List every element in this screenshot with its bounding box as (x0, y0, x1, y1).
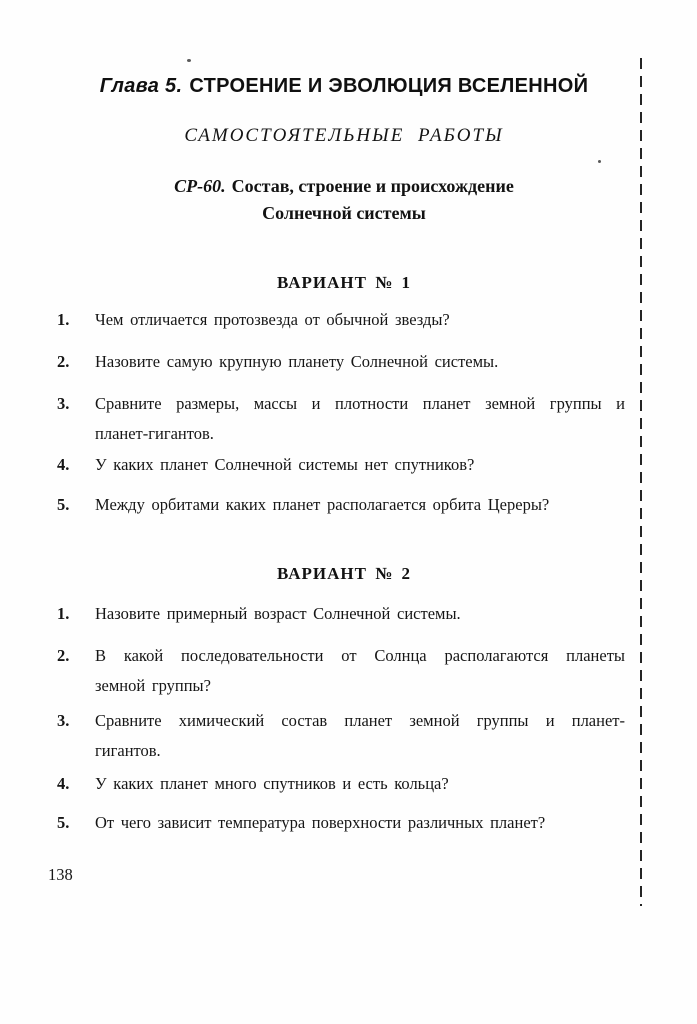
chapter-title: СТРОЕНИЕ И ЭВОЛЮЦИЯ ВСЕЛЕННОЙ (189, 75, 589, 97)
variant1-question-4 (55, 450, 625, 480)
variant-1-title: ВАРИАНТ № 1 (276, 273, 412, 292)
question-text: У каких планет Солнечной системы нет спутников? (95, 455, 475, 474)
question-text-line2: планет-гигантов. (95, 424, 214, 443)
question-number: 1. (57, 310, 70, 329)
variant1-question-3 (55, 389, 625, 449)
question-text: Назовите примерный возраст Солнечной системы. (95, 604, 461, 623)
variant2-question-2 (55, 641, 625, 701)
work-title-part1: Состав, строение и происхождение (231, 176, 514, 196)
chapter-number: Глава 5. (99, 75, 183, 97)
work-title-part2: Солнечной системы (262, 203, 426, 223)
question-text-line1: В какой последовательности от Солнца располагаются планеты (95, 646, 625, 665)
question-number: 3. (57, 711, 70, 730)
variant2-question-4 (55, 769, 625, 799)
variant2-question-3 (55, 706, 625, 766)
question-text-line2: гигантов. (95, 741, 161, 760)
work-heading (48, 173, 640, 227)
variant2-question-5 (55, 808, 625, 838)
question-number: 3. (57, 394, 70, 413)
question-number: 5. (57, 813, 70, 832)
question-number: 4. (57, 774, 70, 793)
question-number: 2. (57, 352, 70, 371)
question-text: От чего зависит температура поверхности различных планет? (95, 813, 546, 832)
question-text: Между орбитами каких планет располагается орбита Цереры? (95, 495, 550, 514)
question-text-line1: Сравните химический состав планет земной группы и планет- (95, 711, 625, 730)
question-text-line2: земной группы? (95, 676, 211, 695)
question-number: 5. (57, 495, 70, 514)
page-number: 138 (48, 865, 73, 884)
variant1-question-2 (55, 347, 625, 377)
question-number: 1. (57, 604, 70, 623)
chapter-heading (48, 74, 640, 98)
work-code: СР-60. (174, 176, 226, 196)
scan-speck (187, 59, 191, 62)
question-text: У каких планет много спутников и есть кольца? (95, 774, 449, 793)
page-fold-dashed-line (640, 58, 642, 906)
question-text: Назовите самую крупную планету Солнечной системы. (95, 352, 499, 371)
question-number: 2. (57, 646, 70, 665)
variant2-question-1 (55, 599, 625, 629)
variant-2-title: ВАРИАНТ № 2 (276, 564, 412, 583)
scan-speck (598, 160, 601, 163)
section-heading: САМОСТОЯТЕЛЬНЫЕ РАБОТЫ (184, 125, 504, 146)
variant1-question-1 (55, 305, 625, 335)
question-number: 4. (57, 455, 70, 474)
question-text: Чем отличается протозвезда от обычной звезды? (95, 310, 450, 329)
variant1-question-5 (55, 490, 625, 520)
work-heading-line1 (48, 173, 640, 200)
question-text-line1: Сравните размеры, массы и плотности планет земной группы и (95, 394, 625, 413)
